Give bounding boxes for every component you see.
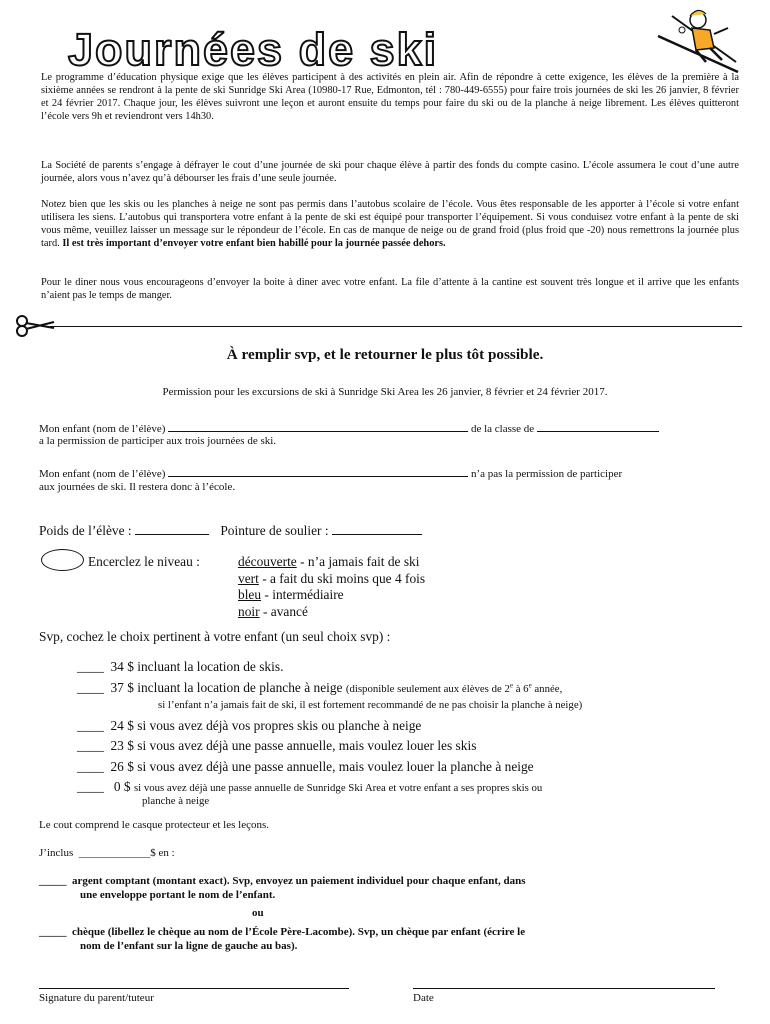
permission-yes-tail: a la permission de participer aux trois journées de ski. — [39, 435, 277, 447]
level-name: noir — [238, 604, 260, 619]
payment-cash[interactable] — [39, 874, 526, 888]
option-note-part: année, — [534, 683, 563, 695]
date-field[interactable] — [413, 988, 715, 989]
permission-no-line — [39, 465, 739, 481]
signature-label: Signature du parent/tuteur — [39, 992, 154, 1004]
intro-paragraph-1: Le programme d’éducation physique exige que les élèves participent à des activités en plein air. Afin de répondre à cette exigence, les élèves de la première à la sixième années se rendront à la pente de ski Sunridge Ski Area (10980-17 Rue, Edmonton, tél : 780-449-6555) pour faire trois journées de ski les 26 janvier, 8 février et 24 février 2017. Chaque jour, les élèves suivront une leçon et auront ensuite du temps pour faire du ski ou de la planche à neige librement. Les élèves quitteront l’école vers 9h et reviendront vers 14h30. — [41, 72, 739, 122]
option-row[interactable] — [77, 658, 283, 675]
option-text-2: planche à neige — [142, 795, 210, 807]
level-name: vert — [238, 571, 259, 586]
level-desc: - n’a jamais fait de ski — [300, 554, 420, 569]
shoe-size-field[interactable] — [332, 521, 422, 535]
class-field[interactable] — [537, 420, 659, 432]
or-text: ou — [252, 907, 264, 919]
cost-note: Le cout comprend le casque protecteur et les leçons. — [39, 819, 269, 831]
option-note-part: (disponible seulement aux élèves de 2 — [345, 683, 510, 695]
payment-blank[interactable]: _____ — [39, 875, 67, 887]
choice-prompt: Svp, cochez le choix pertinent à votre enfant (un seul choix svp) : — [39, 629, 391, 644]
option-checkbox-blank[interactable]: ____ — [77, 759, 104, 774]
option-checkbox-blank[interactable]: ____ — [77, 779, 104, 794]
option-checkbox-blank[interactable]: ____ — [77, 718, 104, 733]
level-name: découverte — [238, 554, 297, 569]
form-title: À remplir svp, et le retourner le plus tôt possible. — [226, 346, 544, 363]
permission-no-tail: aux journées de ski. Il restera donc à l’école. — [39, 481, 236, 493]
option-text: 23 $ si vous avez déjà une passe annuelle, mais voulez louer les skis — [110, 738, 477, 753]
level-item[interactable] — [238, 603, 308, 620]
option-checkbox-blank[interactable]: ____ — [77, 738, 104, 753]
level-item[interactable] — [238, 570, 425, 587]
option-checkbox-blank[interactable]: ____ — [77, 659, 104, 674]
option-text: 37 $ incluant la location de planche à neige — [110, 680, 343, 695]
include-lead: J’inclus — [39, 847, 74, 859]
level-name: bleu — [238, 587, 262, 602]
weight-label: Poids de l’élève : — [39, 523, 132, 538]
amount-field[interactable]: _____________ — [78, 847, 151, 859]
payment-cash-text-2: une enveloppe portant le nom de l’enfant. — [80, 889, 276, 901]
payment-cash-text: argent comptant (montant exact). Svp, envoyez un paiement individuel pour chaque enfant, dans — [72, 875, 526, 887]
option-note — [346, 683, 562, 695]
level-label: Encerclez le niveau : — [88, 554, 200, 569]
shoe-label: Pointure de soulier : — [220, 523, 329, 538]
option-amount: 0 $ — [113, 779, 131, 794]
option-text: 24 $ si vous avez déjà vos propres skis ou planche à neige — [110, 718, 422, 733]
option-note-2: si l’enfant n’a jamais fait de ski, il est fortement recommandé de ne pas choisir la planche à neige) — [158, 699, 583, 711]
level-item[interactable] — [238, 553, 419, 570]
permission-no-mid: n’a pas la permission de participer — [470, 468, 623, 480]
level-desc: - avancé — [262, 604, 308, 619]
option-checkbox-blank[interactable]: ____ — [77, 680, 104, 695]
level-item[interactable] — [238, 586, 344, 603]
superscript: e — [528, 681, 532, 690]
intro-paragraph-3 — [41, 198, 739, 250]
permission-yes-mid: de la classe de — [470, 423, 535, 435]
option-row[interactable] — [77, 737, 476, 754]
option-row[interactable] — [77, 679, 562, 698]
option-note-part: à 6 — [515, 683, 529, 695]
payment-blank[interactable]: _____ — [39, 926, 67, 938]
intro-warning: Il est très important d’envoyer votre enfant bien habillé pour la journée passée dehors. — [62, 238, 446, 249]
permission-text: Permission pour les excursions de ski à Sunridge Ski Area les 26 janvier, 8 février et 24 février 2017. — [162, 386, 608, 398]
include-line — [39, 846, 175, 860]
student-name-no-field[interactable] — [168, 465, 468, 477]
level-circle-mark — [41, 549, 84, 571]
payment-cheque-text: chèque (libellez le chèque au nom de l’École Père-Lacombe). Svp, un chèque par enfant (écrire le — [72, 926, 526, 938]
include-tail: $ en : — [150, 847, 175, 859]
option-row[interactable] — [77, 758, 534, 775]
weight-field[interactable] — [135, 521, 209, 535]
date-label: Date — [413, 992, 434, 1004]
option-text: 34 $ incluant la location de skis. — [110, 659, 284, 674]
permission-no-lead: Mon enfant (nom de l’élève) — [39, 468, 166, 480]
level-desc: - a fait du ski moins que 4 fois — [262, 571, 426, 586]
intro-paragraph-4: Pour le diner nous vous encourageons d’envoyer la boite à diner avec votre enfant. La file d’attente à la cantine est souvent très longue et il arrive que les enfants n’aient pas le temps de manger. — [41, 277, 739, 301]
option-text: si vous avez déjà une passe annuelle de Sunridge Ski Area et votre enfant a ses propres skis ou — [133, 782, 543, 794]
option-row[interactable] — [77, 717, 421, 734]
page-title: Journées de ski — [68, 24, 439, 75]
payment-cheque-text-2: nom de l’enfant sur la ligne de gauche au bas). — [80, 940, 298, 952]
weight-shoe-line — [39, 521, 422, 539]
signature-field[interactable] — [39, 988, 349, 989]
superscript: e — [509, 681, 513, 690]
intro-paragraph-3-text: Notez bien que les skis ou les planches à neige ne sont pas permis dans l’autobus scolaire de l’école. Vous êtes responsable de les apporter à l’école si votre enfant utilisera les siens. L’autobus qui transportera votre enfant à la pente de ski est équipé pour transporter l’équipement. Si vous conduisez votre enfant à la pente de ski vous même, veuillez laisser un message sur le répondeur de l’école. En cas de manque de neige ou de grand froid (plus froid que -20) nous remettrons la journée plus tard. — [41, 199, 739, 249]
student-name-yes-field[interactable] — [168, 420, 468, 432]
skier-icon — [652, 6, 744, 76]
option-text: 26 $ si vous avez déjà une passe annuelle, mais voulez louer la planche à neige — [110, 759, 534, 774]
level-desc: - intermédiaire — [264, 587, 344, 602]
permission-yes-lead: Mon enfant (nom de l’élève) — [39, 423, 166, 435]
intro-paragraph-2: La Société de parents s’engage à défrayer le cout d’une journée de ski pour chaque élève à partir des fonds du compte casino. L’école assumera le cout d’une autre journée, alors vous n’avez qu’à débourser les frais d’une seule journée. — [41, 160, 739, 184]
payment-cheque[interactable] — [39, 925, 525, 939]
cut-line — [50, 326, 742, 327]
